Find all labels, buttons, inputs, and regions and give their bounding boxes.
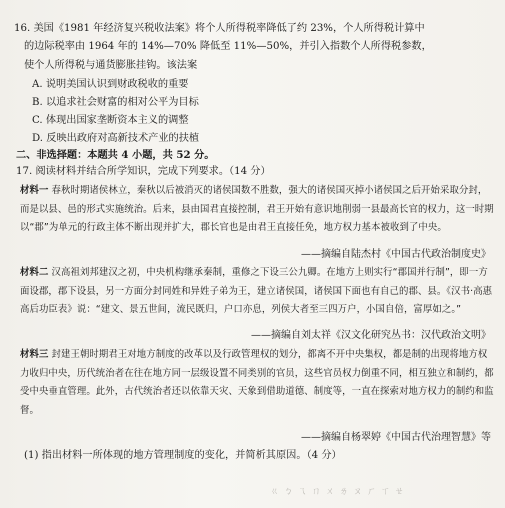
q17-stem: 17. 阅读材料并结合所学知识，完成下列要求。（14 分） (16, 166, 271, 177)
material-2 (20, 264, 496, 320)
q17-sub-question-1: (1) 指出材料一所体现的地方管理制度的变化，并简析其原因。（4 分） (24, 450, 342, 461)
material-1-text: 春秋时期诸侯林立，秦秋以后被消灭的诸侯国数不胜数，强大的诸侯国灭掉小诸侯国之后开始采取分封，而是以县、邑的形式实施统治。后来，县由国君直接控制，君王开始有意识地削弱一县最高长官的权力，这一时期以“郡”为单元的行政主体不断出现并扩大，郡长官也是由君王直接任免，地方权力基本被收到了中央。 (20, 185, 494, 234)
material-1-label: 材料一 (20, 185, 49, 196)
q16-line3: 使个人所得税与通货膨胀挂钩。该法案 (24, 60, 198, 71)
material-2-label: 材料二 (20, 267, 49, 278)
q16-line1: 16. 美国《1981 年经济复兴税收法案》将个人所得税率降低了约 23%，个人所得税计算中 (14, 23, 425, 34)
q16-option-d: D. 反映出政府对高新技术产业的扶植 (32, 133, 200, 144)
q16-line2: 的边际税率由 1964 年的 14%—70% 降低至 11%—50%，并引入指数个人所得税参数， (24, 41, 432, 52)
material-1 (20, 182, 496, 238)
q16-option-a: A. 说明美国认识到财政税收的重要 (32, 79, 189, 90)
material-3-source: ——摘编自杨翠婷《中国古代治理智慧》等 (301, 432, 491, 443)
q16-option-c: C. 体现出国家垄断资本主义的调整 (32, 115, 189, 126)
material-1-source: ——摘编自陆杰村《中国古代政治制度史》 (301, 249, 491, 260)
material-2-source: ——摘编自刘太祥《汉文化研究丛书：汉代政治文明》 (251, 330, 491, 341)
material-3-text: 封建王朝时期君王对地方制度的改革以及行政管理权的划分，都离不开中央集权，都是制的出现将地方权力收归中央，历代统治者在往在地方同一层级设置不同类别的官员，这些官员权力倒重不同，相互独立和制约，都受中央垂直管理。此外，古代统治者还以依靠天灾、天象到借助道德、制度等，一直在探索对地方权力的制约和监督。 (20, 349, 494, 416)
bleed-through-text: ㄍ ㄅ ㄟ ㄇ ㄨ ㄌ ㄡ ㄏ ㄒ ㄝ (270, 487, 405, 497)
q16-option-b: B. 以追求社会财富的相对公平为目标 (32, 97, 199, 108)
material-2-text: 汉高祖刘邦建汉之初，中央机构继承秦制，重修之下设三公九卿。在地方上则实行“郡国并行制”，即一方面设郡，郡下设县，另一方面分封同姓和异姓子弟为王，建立诸侯国，诸侯国下面也有自己的郡、县。《汉书·高惠高后功臣表》说：“建文、景五世间，流民既归，户口亦息，列侯大者至三四万户，小国自倍，富厚如之。” (20, 267, 493, 316)
section-heading: 二、非选择题：本题共 4 小题，共 52 分。 (16, 149, 215, 161)
material-3-label: 材料三 (20, 349, 49, 360)
material-3 (20, 346, 496, 420)
